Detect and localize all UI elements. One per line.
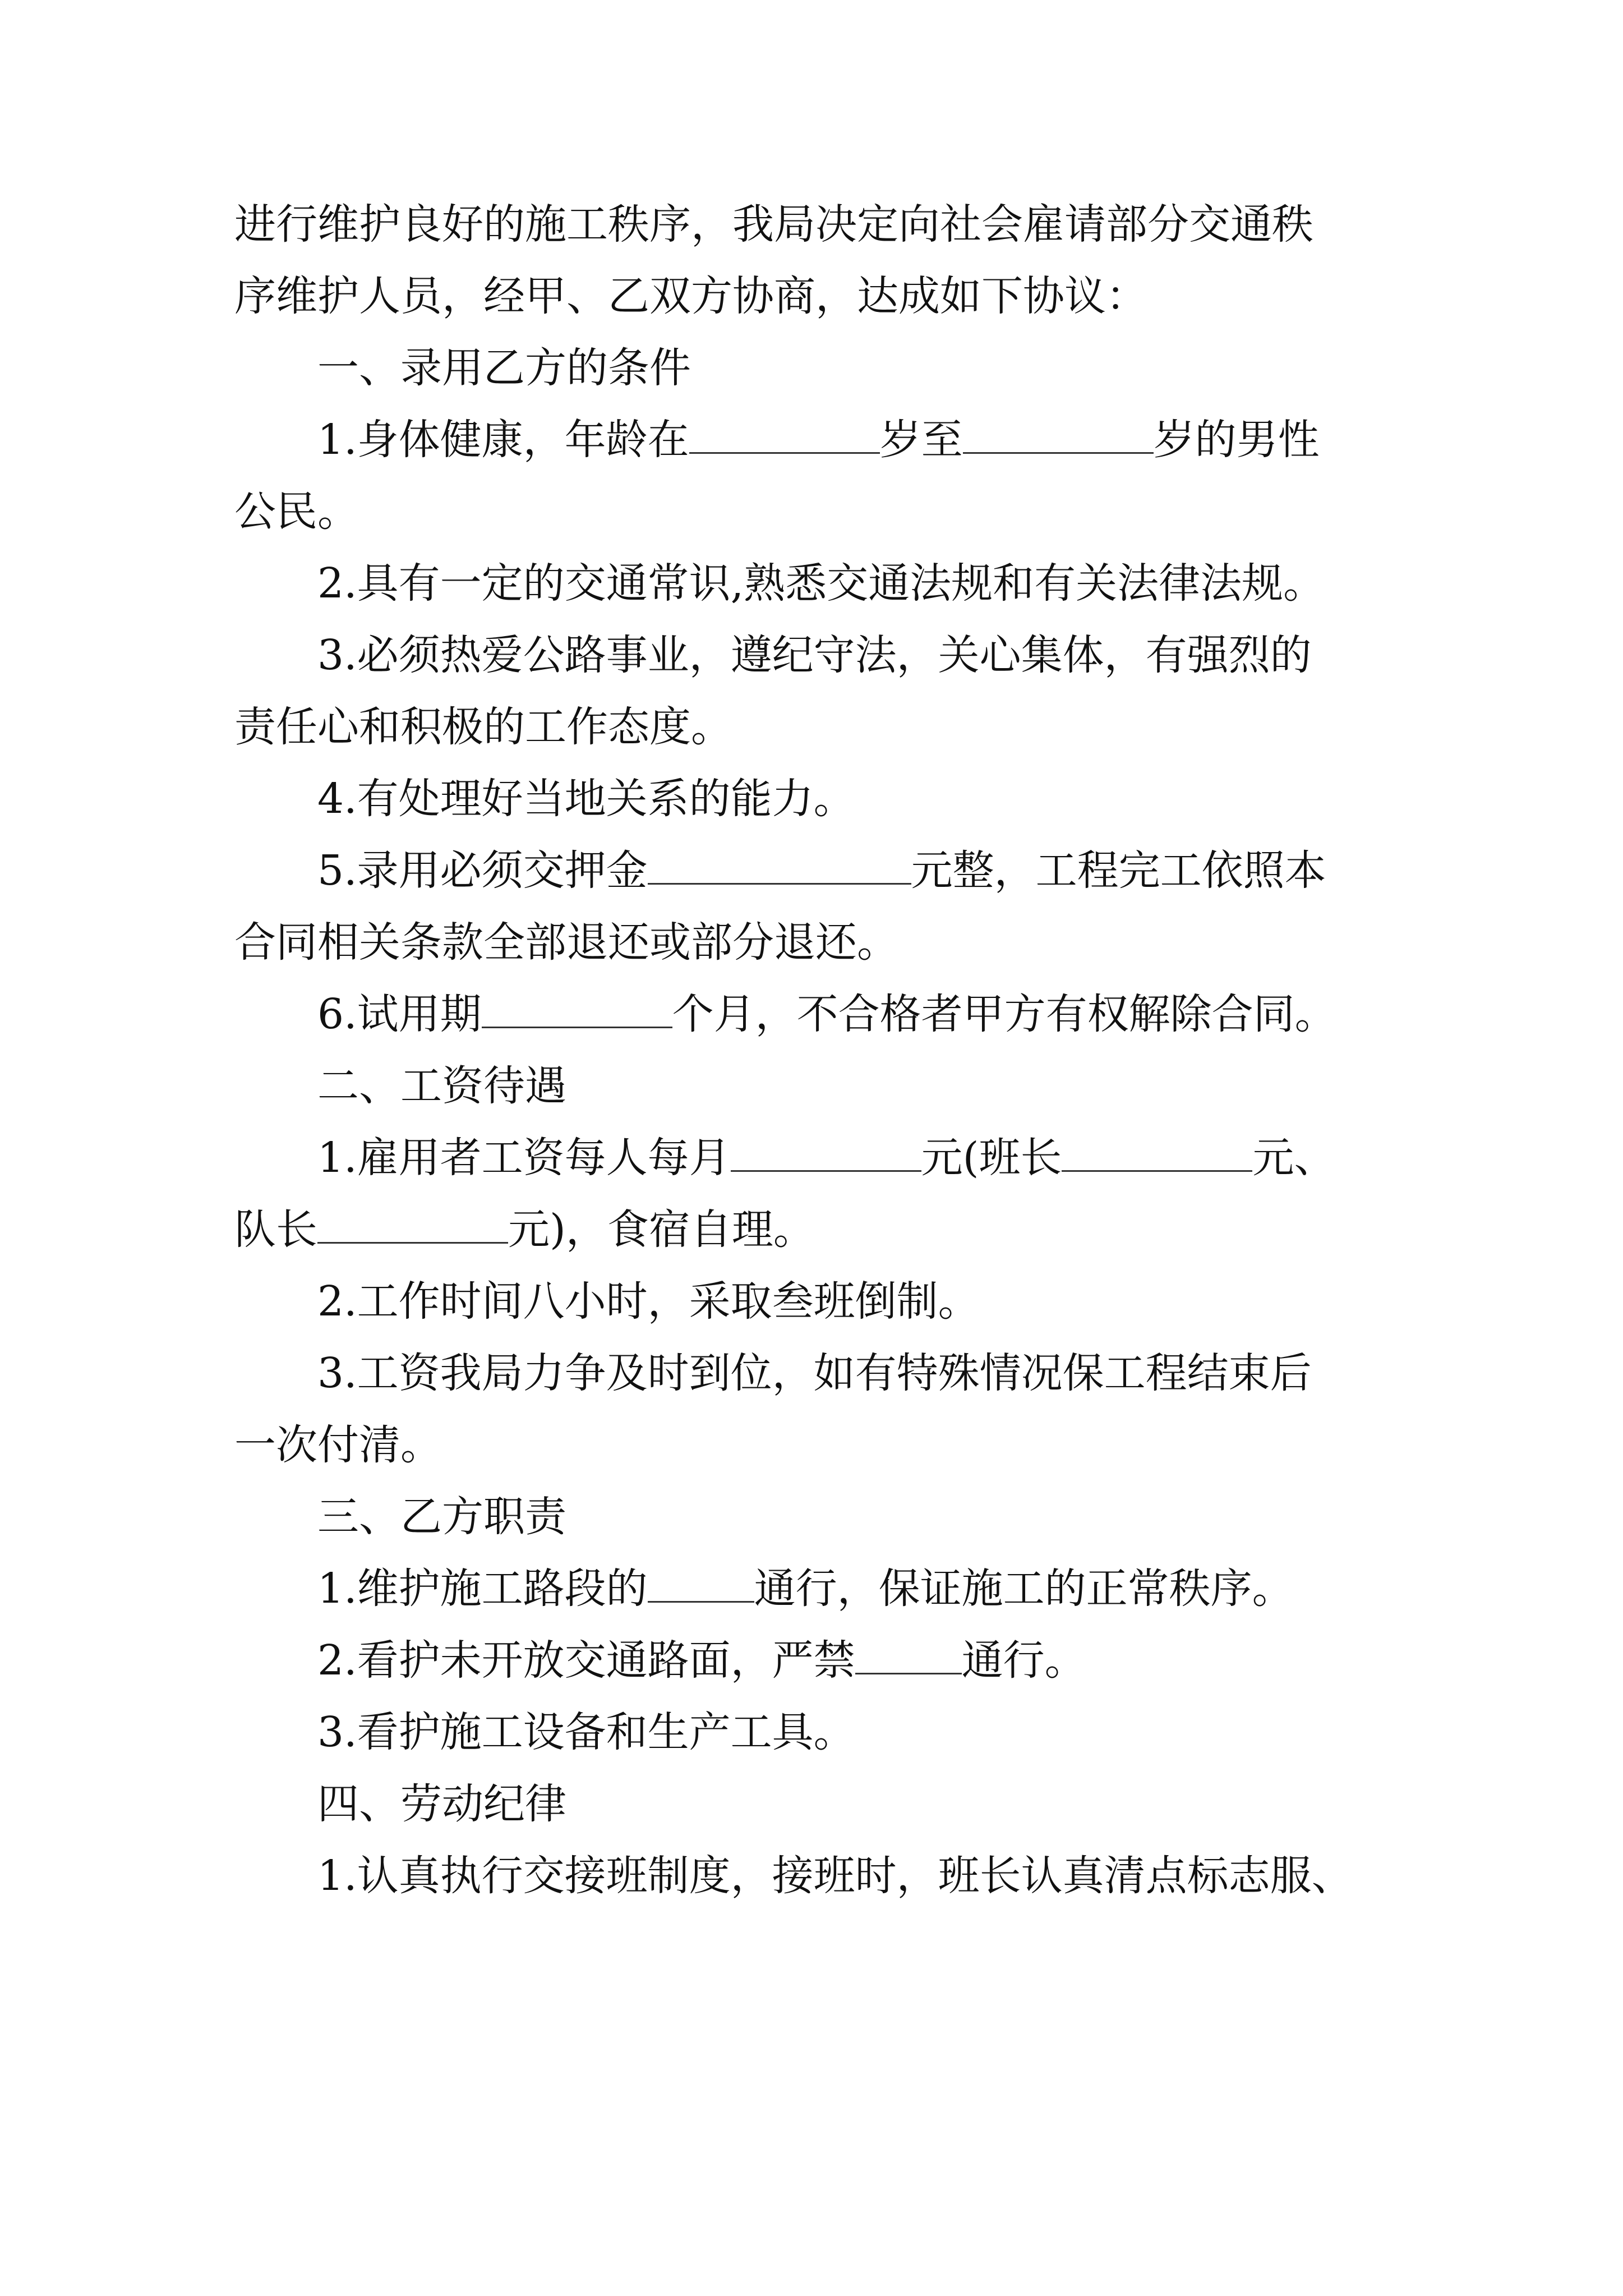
condition-item-5-continued bbox=[0, 909, 1623, 976]
text: 6.试用期 bbox=[317, 990, 482, 1038]
text: 通行。 bbox=[961, 1636, 1086, 1685]
text: 5.录用必须交押金 bbox=[317, 846, 648, 895]
heading-text: 一、录用乙方的条件 bbox=[317, 344, 691, 392]
condition-item-6 bbox=[0, 981, 1623, 1048]
section-heading-duties bbox=[0, 1483, 1623, 1550]
deposit-blank[interactable] bbox=[648, 839, 911, 885]
text: 1.认真执行交接班制度，接班时，班长认真清点标志服、 bbox=[317, 1852, 1353, 1900]
text: 队长 bbox=[234, 1205, 317, 1254]
text: 2.看护未开放交通路面，严禁 bbox=[317, 1636, 855, 1685]
condition-item-3-continued bbox=[0, 693, 1623, 761]
duty-item-1 bbox=[0, 1555, 1623, 1622]
wage-item-1-continued bbox=[0, 1196, 1623, 1263]
probation-months-blank[interactable] bbox=[482, 983, 672, 1028]
text: 通行，保证施工的正常秩序。 bbox=[754, 1565, 1294, 1613]
condition-item-1 bbox=[0, 406, 1623, 473]
heading-text: 三、乙方职责 bbox=[317, 1493, 566, 1541]
text: 3.看护施工设备和生产工具。 bbox=[317, 1708, 855, 1756]
section-heading-discipline bbox=[0, 1770, 1623, 1838]
intro-line-2 bbox=[0, 263, 1623, 330]
team-leader-wage-blank[interactable] bbox=[1062, 1126, 1252, 1172]
section-heading-wages bbox=[0, 1052, 1623, 1120]
heading-text: 四、劳动纪律 bbox=[317, 1780, 566, 1828]
wage-item-1 bbox=[0, 1124, 1623, 1191]
monthly-wage-blank[interactable] bbox=[731, 1126, 921, 1172]
condition-item-5 bbox=[0, 837, 1623, 904]
section-heading-conditions bbox=[0, 334, 1623, 402]
text: 元整，工程完工依照本 bbox=[911, 846, 1326, 895]
wage-item-3 bbox=[0, 1340, 1623, 1407]
text: 个月，不合格者甲方有权解除合同。 bbox=[672, 990, 1336, 1038]
intro-line-1 bbox=[0, 191, 1623, 258]
duty-item-3 bbox=[0, 1699, 1623, 1766]
wage-item-3-continued bbox=[0, 1411, 1623, 1479]
text: 责任心和积极的工作态度。 bbox=[234, 703, 732, 751]
captain-wage-blank[interactable] bbox=[317, 1198, 508, 1244]
condition-item-2 bbox=[0, 550, 1623, 617]
heading-text: 二、工资待遇 bbox=[317, 1062, 566, 1110]
text: 岁至 bbox=[879, 416, 963, 464]
text: 进行维护良好的施工秩序，我局决定向社会雇请部分交通秩 bbox=[234, 200, 1313, 249]
prohibited-traffic-blank[interactable] bbox=[855, 1629, 962, 1674]
text: 一次付清。 bbox=[234, 1421, 442, 1469]
text: 2.工作时间八小时，采取叁班倒制。 bbox=[317, 1277, 980, 1326]
condition-item-3 bbox=[0, 622, 1623, 689]
traffic-type-blank[interactable] bbox=[648, 1557, 754, 1603]
age-min-blank[interactable] bbox=[689, 408, 880, 454]
text: 4.有处理好当地关系的能力。 bbox=[317, 775, 855, 823]
age-max-blank[interactable] bbox=[963, 408, 1154, 454]
text: 合同相关条款全部退还或部分退还。 bbox=[234, 918, 898, 967]
condition-item-1-continued bbox=[0, 478, 1623, 545]
text: 元(班长 bbox=[921, 1134, 1062, 1182]
condition-item-4 bbox=[0, 765, 1623, 832]
text: 序维护人员，经甲、乙双方协商，达成如下协议： bbox=[234, 272, 1147, 320]
text: 2.具有一定的交通常识,熟悉交通法规和有关法律法规。 bbox=[317, 559, 1325, 608]
text: 1.维护施工路段的 bbox=[317, 1565, 648, 1613]
discipline-item-1 bbox=[0, 1842, 1623, 1910]
text: 3.工资我局力争及时到位，如有特殊情况保工程结束后 bbox=[317, 1349, 1312, 1397]
text: 岁的男性 bbox=[1153, 416, 1320, 464]
text: 1.雇用者工资每人每月 bbox=[317, 1134, 731, 1182]
text: 公民。 bbox=[234, 487, 359, 536]
wage-item-2 bbox=[0, 1268, 1623, 1335]
text: 3.必须热爱公路事业，遵纪守法，关心集体，有强烈的 bbox=[317, 631, 1312, 679]
duty-item-2 bbox=[0, 1627, 1623, 1694]
text: 元)，食宿自理。 bbox=[508, 1205, 815, 1254]
text: 1.身体健康，年龄在 bbox=[317, 416, 689, 464]
text: 元、 bbox=[1252, 1134, 1336, 1182]
